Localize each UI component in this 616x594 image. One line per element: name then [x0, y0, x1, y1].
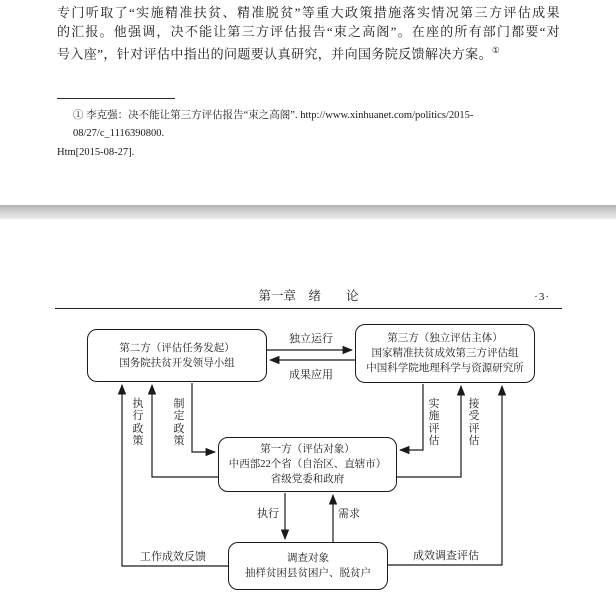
paragraph-line: 的汇报。他强调，决不能让第三方评估报告“束之高阁”。在座的所有部门都要“对: [57, 23, 560, 39]
box-line: 中国科学院地理科学与资源研究所: [366, 363, 524, 374]
edge-label-implement-evaluation: 实施评估: [428, 398, 440, 447]
arrow-implement-evaluation: [400, 384, 423, 450]
edge-label-effect-survey-evaluation: 成效调查评估: [413, 550, 479, 562]
footnote: [57, 107, 560, 162]
chapter-header-title: 第一章 绪 论: [258, 289, 359, 303]
box-line: 中西部22个省（自治区、直辖市）: [228, 459, 387, 470]
edge-label-execute-policy: 执行政策: [132, 398, 144, 447]
paragraph-line: [57, 41, 560, 64]
edge-label-results-application: 成果应用: [289, 369, 333, 381]
box-line: 抽样贫困县贫困户、脱贫户: [245, 568, 371, 579]
box-first-party: [218, 437, 397, 492]
edge-label-demand: 需求: [338, 508, 360, 520]
evaluation-flow-diagram: [0, 318, 616, 594]
box-line: 第三方（独立评估主体）: [387, 333, 503, 344]
footnote-reference-marker: ①: [491, 45, 501, 56]
box-line: 调查对象: [287, 553, 329, 564]
page-number: ·3·: [534, 291, 550, 303]
paragraph: [57, 4, 560, 64]
box-line: 第一方（评估对象）: [260, 444, 355, 455]
edge-label-accept-evaluation: 接受评估: [468, 398, 480, 447]
header-rule: [55, 308, 562, 309]
box-line: 国务院扶贫开发领导小组: [119, 357, 235, 369]
box-line: 第二方（评估任务发起）: [119, 342, 235, 354]
footnote-line: ① 李克强：决不能让第三方评估报告“束之高阁”. http://www.xinhuanet.com/politics/2015-08/27/c_1116390800.: [73, 110, 474, 140]
arrow-effect-survey-evaluation: [388, 386, 502, 565]
paragraph-line-text: 号入座”，针对评估中指出的问题要认真研究，并向国务院反馈解决方案。: [57, 46, 492, 62]
box-second-party: [87, 329, 267, 382]
edge-label-execute: 执行: [257, 508, 279, 520]
footnote-separator-rule: [57, 98, 175, 99]
box-third-party: [355, 324, 535, 383]
box-line: 省级党委和政府: [270, 474, 345, 485]
paragraph-line: 专门听取了“实施精准扶贫、精准脱贫”等重大政策措施落实情况第三方评估成果: [57, 5, 560, 20]
arrow-formulate-policy: [192, 383, 215, 452]
footnote-line: Htm[2015-08-27].: [57, 146, 135, 158]
edge-label-independent-operation: 独立运行: [289, 333, 333, 345]
edge-label-formulate-policy: 制定政策: [173, 398, 185, 447]
box-survey-target: [228, 542, 388, 590]
edge-label-work-feedback: 工作成效反馈: [140, 551, 206, 563]
page-separator-band: [0, 205, 616, 219]
box-line: 国家精准扶贫成效第三方评估组: [371, 348, 519, 359]
